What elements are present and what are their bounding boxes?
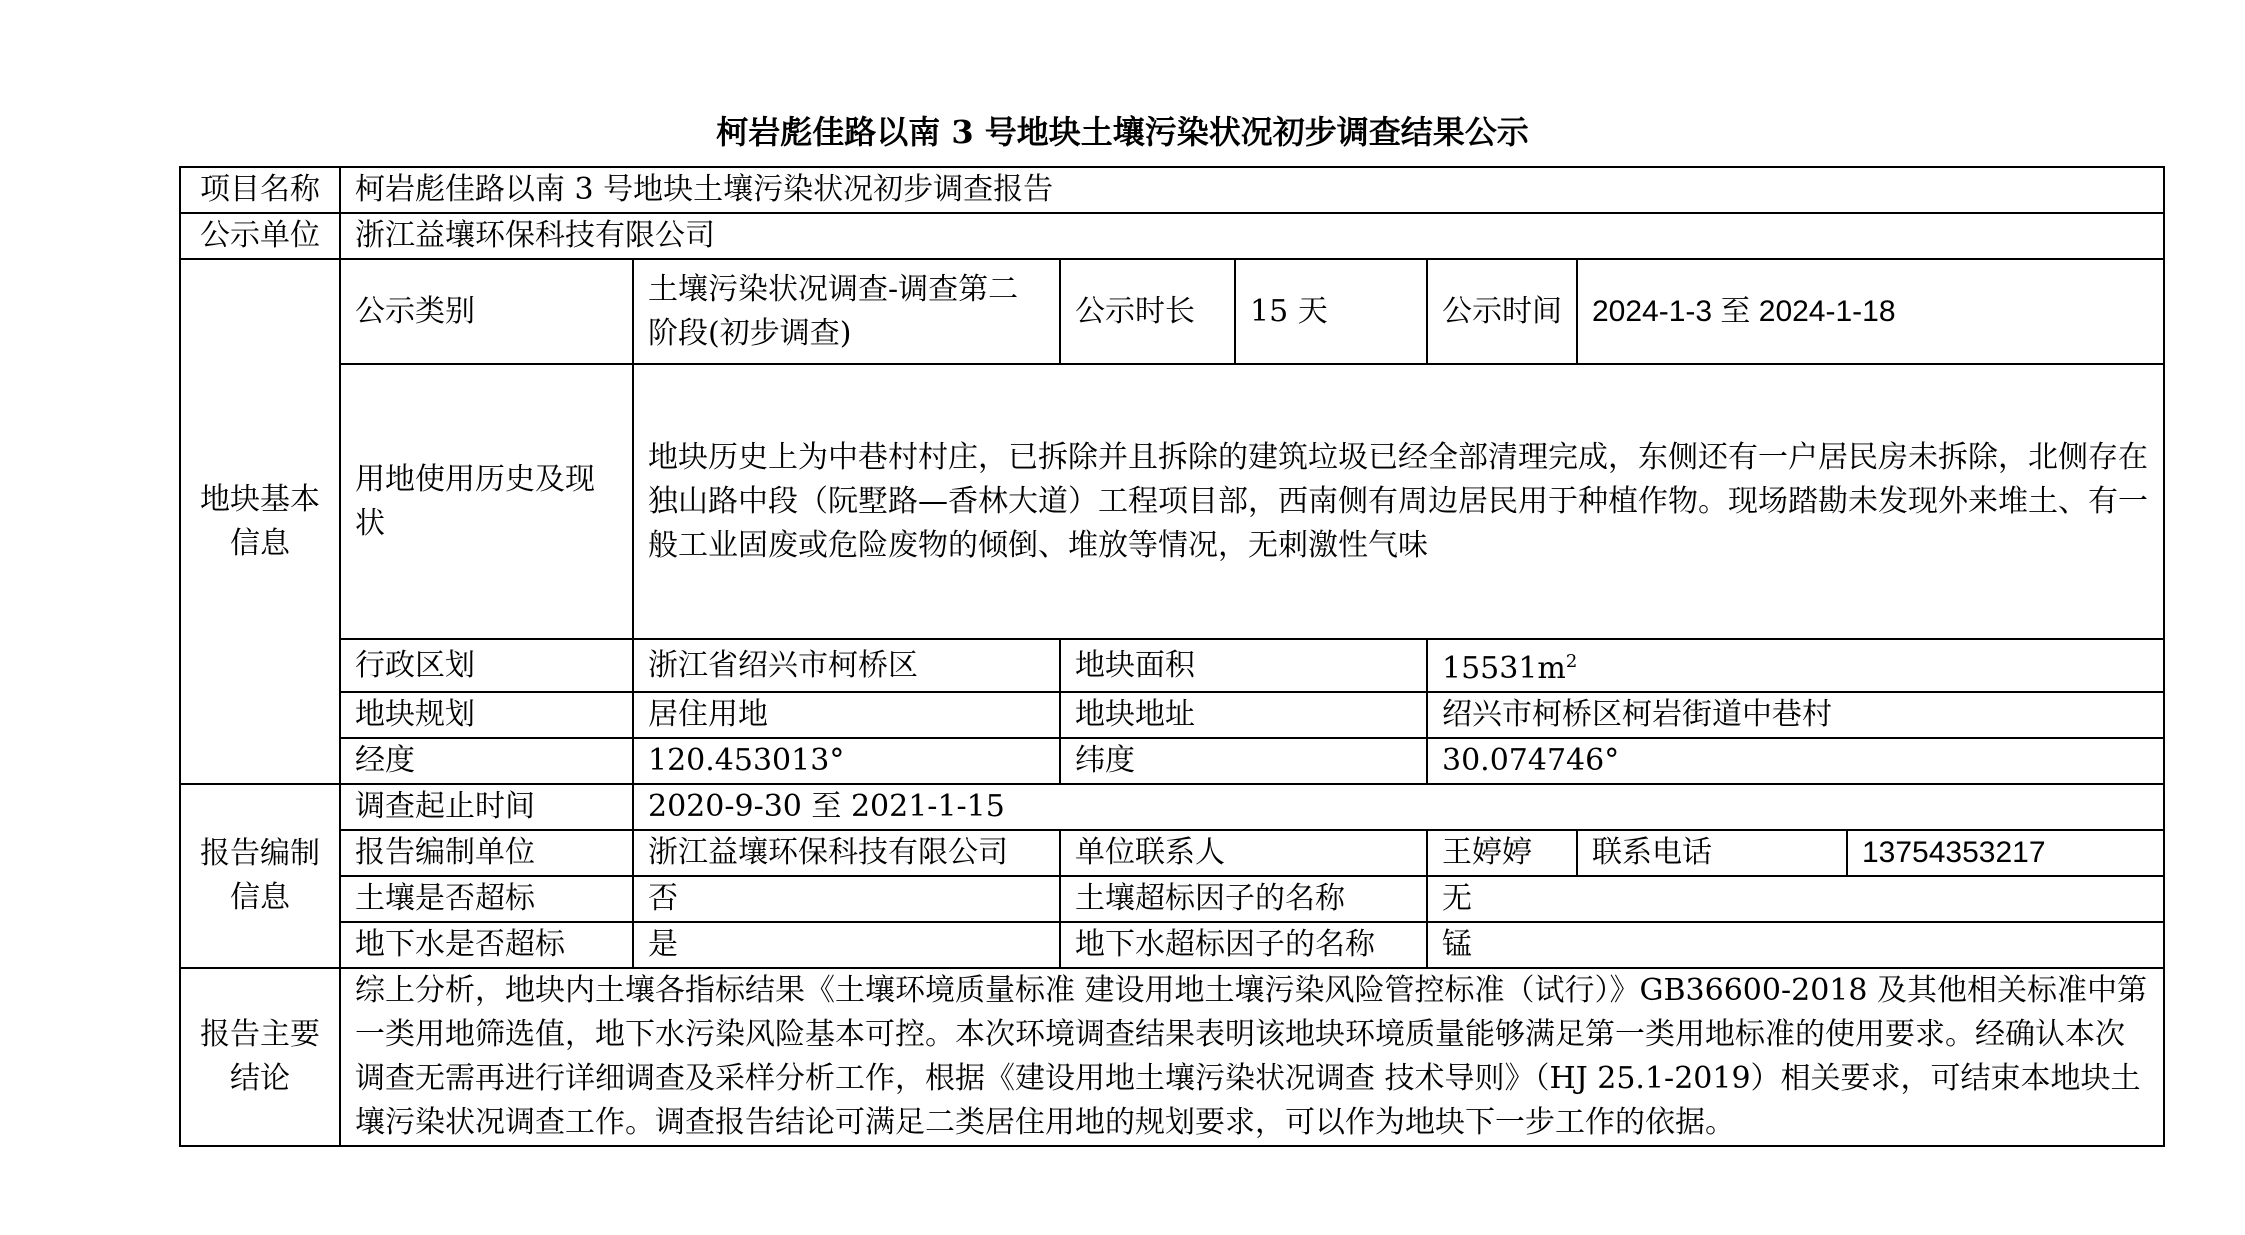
district-value: 浙江省绍兴市柯桥区 bbox=[633, 639, 1060, 692]
publicity-duration-value: 15 天 bbox=[1235, 259, 1427, 364]
latitude-value: 30.074746° bbox=[1427, 738, 2164, 784]
report-unit-row bbox=[180, 830, 2164, 876]
history-label: 用地使用历史及现状 bbox=[340, 364, 633, 639]
planning-label: 地块规划 bbox=[340, 692, 633, 738]
publicity-type-value: 土壤污染状况调查-调查第二阶段(初步调查) bbox=[633, 259, 1060, 364]
conclusion-row bbox=[180, 968, 2164, 1146]
district-label: 行政区划 bbox=[340, 639, 633, 692]
publisher-row bbox=[180, 213, 2164, 259]
planning-row bbox=[180, 692, 2164, 738]
latitude-label: 纬度 bbox=[1060, 738, 1427, 784]
groundwater-factor-value: 锰 bbox=[1427, 922, 2164, 968]
publisher-value: 浙江益壤环保科技有限公司 bbox=[340, 213, 2164, 259]
publicity-type-label: 公示类别 bbox=[340, 259, 633, 364]
longitude-label: 经度 bbox=[340, 738, 633, 784]
area-label: 地块面积 bbox=[1060, 639, 1427, 692]
soil-factor-label: 土壤超标因子的名称 bbox=[1060, 876, 1427, 922]
soil-exceed-value: 否 bbox=[633, 876, 1060, 922]
project-value: 柯岩彪佳路以南 3 号地块土壤污染状况初步调查报告 bbox=[340, 167, 2164, 213]
history-value: 地块历史上为中巷村村庄，已拆除并且拆除的建筑垃圾已经全部清理完成，东侧还有一户居民房未拆除，北侧存在独山路中段（阮墅路—香林大道）工程项目部，西南侧有周边居民用于种植作物。现场踏勘未发现外来堆土、有一般工业固废或危险废物的倾倒、堆放等情况，无刺激性气味 bbox=[633, 364, 2164, 639]
soil-exceed-label: 土壤是否超标 bbox=[340, 876, 633, 922]
district-row bbox=[180, 639, 2164, 692]
area-value bbox=[1427, 639, 2164, 692]
soil-factor-value: 无 bbox=[1427, 876, 2164, 922]
survey-time-label: 调查起止时间 bbox=[340, 784, 633, 830]
publicity-period-value: 2024-1-3 至 2024-1-18 bbox=[1577, 259, 2164, 364]
address-value: 绍兴市柯桥区柯岩街道中巷村 bbox=[1427, 692, 2164, 738]
conclusion-text: 综上分析，地块内土壤各指标结果《土壤环境质量标准 建设用地土壤污染风险管控标准（试行）》GB36600-2018 及其他相关标准中第一类用地筛选值，地下水污染风险基本可控。本次环境调查结果表明该地块环境质量能够满足第一类用地标准的使用要求。经确认本次调查无需再进行详细调查及采样分析工作，根据《建设用地土壤污染状况调查 技术导则》（HJ 25.1-2019）相关要求，可结束本地块土壤污染状况调查工作。调查报告结论可满足二类居住用地的规划要求，可以作为地块下一步工作的依据。 bbox=[340, 968, 2164, 1146]
contact-label: 单位联系人 bbox=[1060, 830, 1427, 876]
project-label: 项目名称 bbox=[180, 167, 340, 213]
publicity-row bbox=[180, 259, 2164, 364]
groundwater-exceed-value: 是 bbox=[633, 922, 1060, 968]
disclosure-table bbox=[179, 166, 2165, 1147]
phone-value: 13754353217 bbox=[1847, 830, 2164, 876]
publicity-duration-label: 公示时长 bbox=[1060, 259, 1235, 364]
soil-row bbox=[180, 876, 2164, 922]
address-label: 地块地址 bbox=[1060, 692, 1427, 738]
area-unit-superscript: 2 bbox=[1565, 651, 1578, 672]
survey-time-value: 2020-9-30 至 2021-1-15 bbox=[633, 784, 2164, 830]
groundwater-exceed-label: 地下水是否超标 bbox=[340, 922, 633, 968]
page-title: 柯岩彪佳路以南 3 号地块土壤污染状况初步调查结果公示 bbox=[716, 113, 1529, 151]
publisher-label: 公示单位 bbox=[180, 213, 340, 259]
coordinates-row bbox=[180, 738, 2164, 784]
planning-value: 居住用地 bbox=[633, 692, 1060, 738]
conclusion-category: 报告主要结论 bbox=[180, 968, 340, 1146]
report-info-category: 报告编制信息 bbox=[180, 784, 340, 968]
contact-value: 王婷婷 bbox=[1427, 830, 1577, 876]
area-number: 15531m bbox=[1442, 651, 1566, 686]
phone-label: 联系电话 bbox=[1577, 830, 1847, 876]
project-row bbox=[180, 167, 2164, 213]
report-unit-label: 报告编制单位 bbox=[340, 830, 633, 876]
publicity-period-label: 公示时间 bbox=[1427, 259, 1577, 364]
survey-time-row bbox=[180, 784, 2164, 830]
groundwater-row bbox=[180, 922, 2164, 968]
history-row bbox=[180, 364, 2164, 639]
groundwater-factor-label: 地下水超标因子的名称 bbox=[1060, 922, 1427, 968]
report-unit-value: 浙江益壤环保科技有限公司 bbox=[633, 830, 1060, 876]
longitude-value: 120.453013° bbox=[633, 738, 1060, 784]
basic-info-category: 地块基本信息 bbox=[180, 259, 340, 784]
